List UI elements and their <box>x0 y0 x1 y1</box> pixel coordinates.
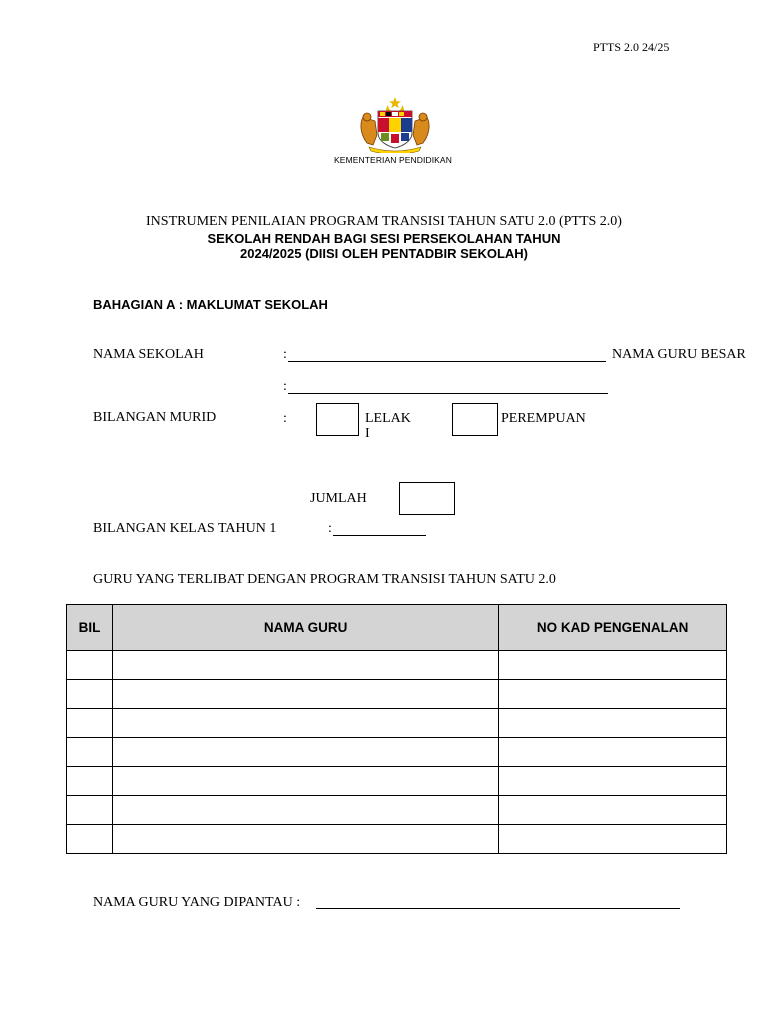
document-title-line-2: SEKOLAH RENDAH BAGI SESI PERSEKOLAHAN TAHUN <box>207 231 561 246</box>
colon: : <box>283 347 287 362</box>
table-row <box>67 738 727 767</box>
school-name-label: NAMA SEKOLAH <box>93 347 204 362</box>
table-row <box>67 651 727 680</box>
cell-bil[interactable] <box>67 767 113 796</box>
cell-teacher-name[interactable] <box>112 651 498 680</box>
class-count-label: BILANGAN KELAS TAHUN 1 <box>93 521 277 536</box>
cell-teacher-name[interactable] <box>112 825 498 854</box>
cell-ic-number[interactable] <box>499 796 727 825</box>
headmaster-name-field[interactable] <box>288 393 608 394</box>
total-label: JUMLAH <box>310 491 367 506</box>
class-count-field[interactable] <box>333 535 426 536</box>
colon: : <box>328 521 332 536</box>
cell-teacher-name[interactable] <box>112 680 498 709</box>
cell-teacher-name[interactable] <box>112 767 498 796</box>
total-count-box[interactable] <box>399 482 455 515</box>
cell-ic-number[interactable] <box>499 709 727 738</box>
cell-ic-number[interactable] <box>499 651 727 680</box>
table-row <box>67 796 727 825</box>
cell-teacher-name[interactable] <box>112 709 498 738</box>
male-label-part-2: I <box>365 426 370 441</box>
document-title-line-3: 2024/2025 (DIISI OLEH PENTADBIR SEKOLAH) <box>240 246 528 261</box>
colon: : <box>283 411 287 426</box>
table-row <box>67 680 727 709</box>
cell-bil[interactable] <box>67 796 113 825</box>
pupil-count-label: BILANGAN MURID <box>93 410 217 425</box>
document-code: PTTS 2.0 24/25 <box>593 40 670 54</box>
cell-bil[interactable] <box>67 709 113 738</box>
cell-bil[interactable] <box>67 825 113 854</box>
table-header-row <box>67 605 727 651</box>
headmaster-name-label: NAMA GURU BESAR <box>612 347 746 362</box>
cell-ic-number[interactable] <box>499 767 727 796</box>
ministry-name: KEMENTERIAN PENDIDIKAN <box>334 155 452 165</box>
column-header-bil: BIL <box>67 605 113 651</box>
cell-teacher-name[interactable] <box>112 796 498 825</box>
teachers-heading: GURU YANG TERLIBAT DENGAN PROGRAM TRANSISI TAHUN SATU 2.0 <box>93 572 556 587</box>
cell-ic-number[interactable] <box>499 825 727 854</box>
cell-ic-number[interactable] <box>499 680 727 709</box>
table-row <box>67 709 727 738</box>
female-count-box[interactable] <box>452 403 498 436</box>
table-row <box>67 825 727 854</box>
cell-ic-number[interactable] <box>499 738 727 767</box>
monitored-teacher-label: NAMA GURU YANG DIPANTAU : <box>93 895 301 910</box>
monitored-teacher-field[interactable] <box>316 908 680 909</box>
table-row <box>67 767 727 796</box>
cell-teacher-name[interactable] <box>112 738 498 767</box>
document-title-line-1: INSTRUMEN PENILAIAN PROGRAM TRANSISI TAHUN SATU 2.0 (PTTS 2.0) <box>146 214 622 229</box>
cell-bil[interactable] <box>67 651 113 680</box>
teacher-table <box>66 604 727 854</box>
column-header-teacher-name: NAMA GURU <box>112 605 498 651</box>
coat-of-arms-logo <box>355 95 435 153</box>
male-label <box>365 411 411 441</box>
male-count-box[interactable] <box>316 403 359 436</box>
colon: : <box>283 379 287 394</box>
cell-bil[interactable] <box>67 738 113 767</box>
school-name-field[interactable] <box>288 361 606 362</box>
male-label-part-1: LELAK <box>365 411 411 426</box>
section-a-heading: BAHAGIAN A : MAKLUMAT SEKOLAH <box>93 297 328 312</box>
female-label: PEREMPUAN <box>501 411 586 426</box>
cell-bil[interactable] <box>67 680 113 709</box>
column-header-ic-number: NO KAD PENGENALAN <box>499 605 727 651</box>
